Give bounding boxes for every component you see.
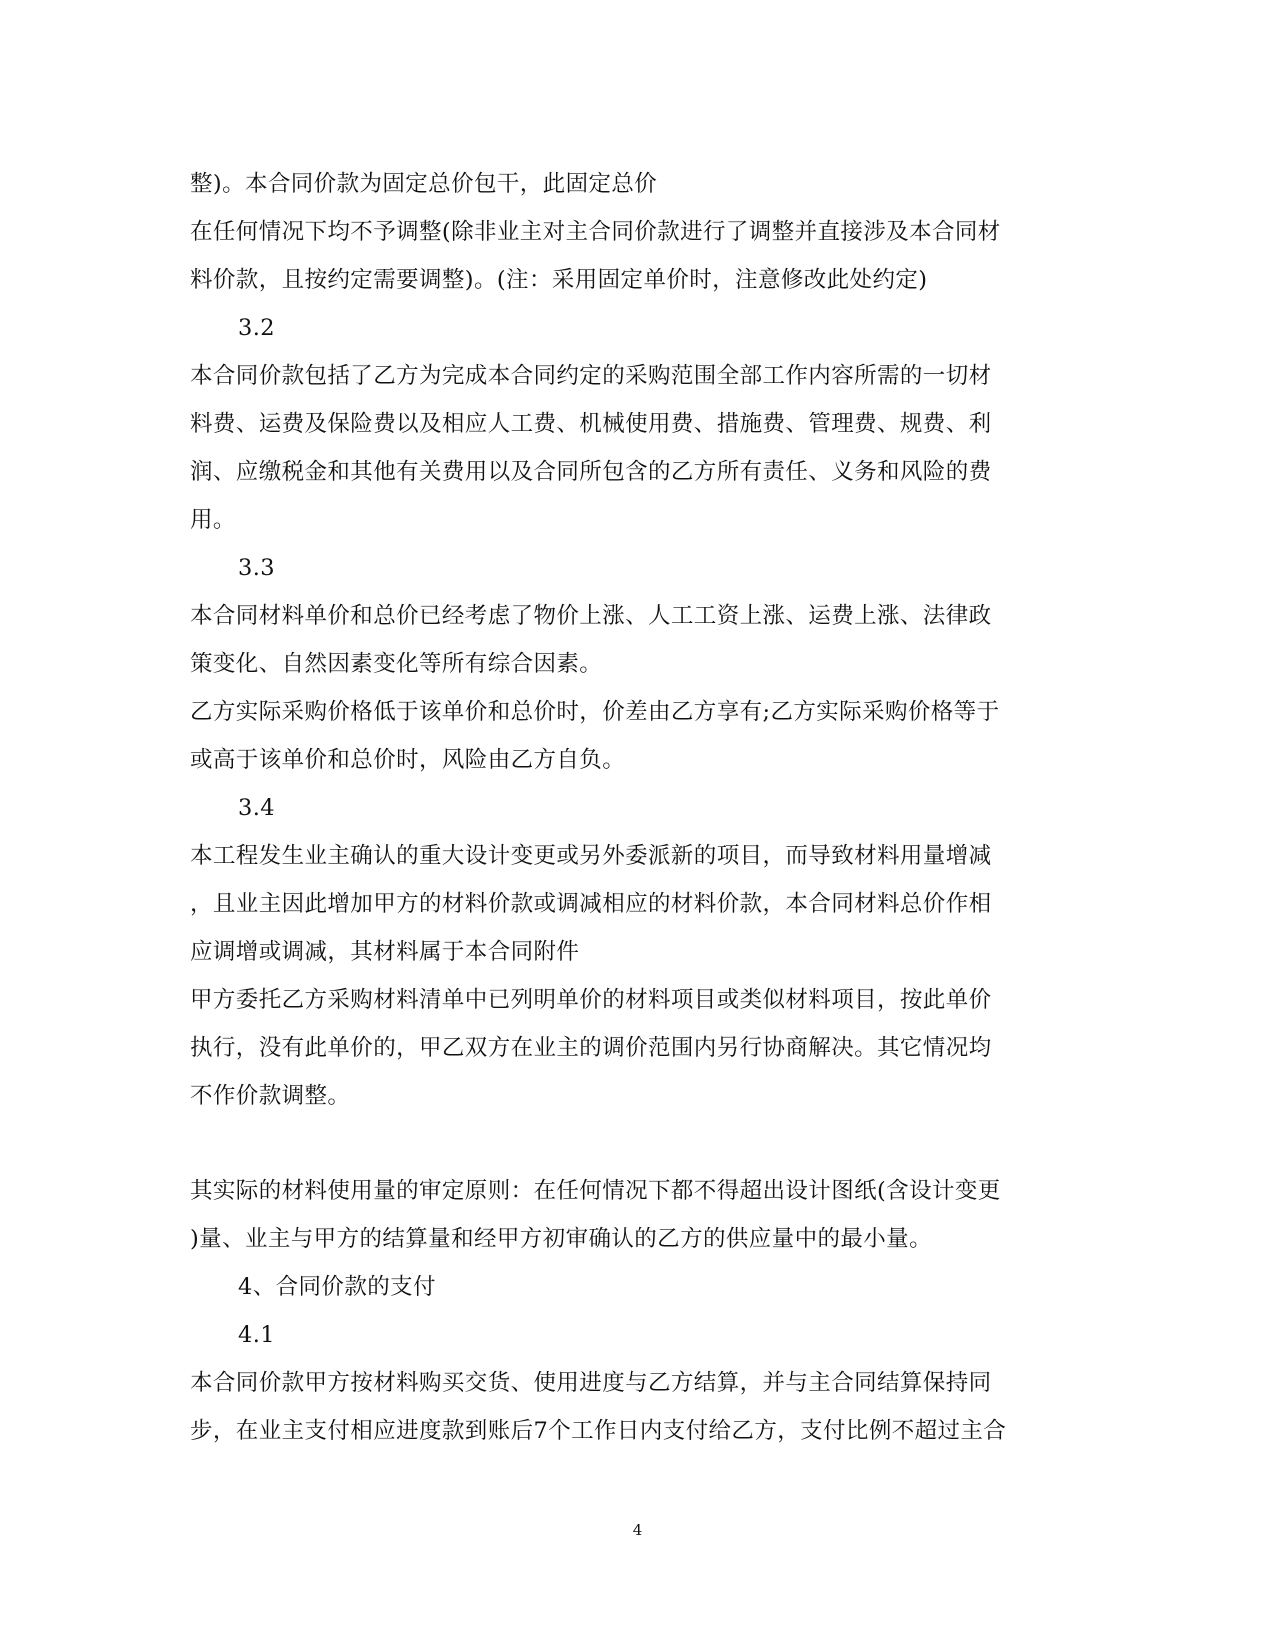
- clause-number: 4.1: [238, 1322, 275, 1348]
- clause-number: 3.2: [238, 315, 275, 341]
- text-line: 甲方委托乙方采购材料清单中已列明单价的材料项目或类似材料项目，按此单价: [190, 987, 992, 1013]
- text-line: 用。: [190, 507, 236, 533]
- clause-number: 3.3: [238, 555, 275, 581]
- text-line: 本工程发生业主确认的重大设计变更或另外委派新的项目，而导致材料用量增减: [190, 843, 992, 869]
- text-line: ，且业主因此增加甲方的材料价款或调减相应的材料价款，本合同材料总价作相: [190, 891, 992, 917]
- clause-number: 3.4: [238, 795, 275, 821]
- text-line: )量、业主与甲方的结算量和经甲方初审确认的乙方的供应量中的最小量。: [190, 1226, 932, 1252]
- text-line: 在任何情况下均不予调整(除非业主对主合同价款进行了调整并直接涉及本合同材: [190, 219, 1001, 245]
- text-line: 或高于该单价和总价时，风险由乙方自负。: [190, 747, 626, 773]
- text-line: 润、应缴税金和其他有关费用以及合同所包含的乙方所有责任、义务和风险的费: [190, 459, 992, 485]
- page-number: 4: [632, 1521, 643, 1539]
- text-line: 乙方实际采购价格低于该单价和总价时，价差由乙方享有;乙方实际采购价格等于: [190, 699, 1000, 725]
- text-line: 料价款，且按约定需要调整)。(注：采用固定单价时，注意修改此处约定): [190, 267, 928, 293]
- text-line: 本合同价款包括了乙方为完成本合同约定的采购范围全部工作内容所需的一切材: [190, 363, 992, 389]
- text-line: 整)。本合同价款为固定总价包干，此固定总价: [190, 171, 658, 197]
- section-heading: 4、合同价款的支付: [238, 1274, 436, 1300]
- text-line: 其实际的材料使用量的审定原则：在任何情况下都不得超出设计图纸(含设计变更: [190, 1178, 1001, 1204]
- body-text: [190, 160, 1080, 1455]
- text-line: 执行，没有此单价的，甲乙双方在业主的调价范围内另行协商解决。其它情况均: [190, 1035, 992, 1061]
- text-line: 不作价款调整。: [190, 1083, 351, 1109]
- text-line: 策变化、自然因素变化等所有综合因素。: [190, 651, 603, 677]
- text-line: 步，在业主支付相应进度款到账后7个工作日内支付给乙方，支付比例不超过主合: [190, 1418, 1007, 1444]
- text-line: 应调增或调减，其材料属于本合同附件: [190, 939, 580, 965]
- text-line: 本合同价款甲方按材料购买交货、使用进度与乙方结算，并与主合同结算保持同: [190, 1370, 992, 1396]
- text-line: 本合同材料单价和总价已经考虑了物价上涨、人工工资上涨、运费上涨、法律政: [190, 603, 992, 629]
- text-line: 料费、运费及保险费以及相应人工费、机械使用费、措施费、管理费、规费、利: [190, 411, 992, 437]
